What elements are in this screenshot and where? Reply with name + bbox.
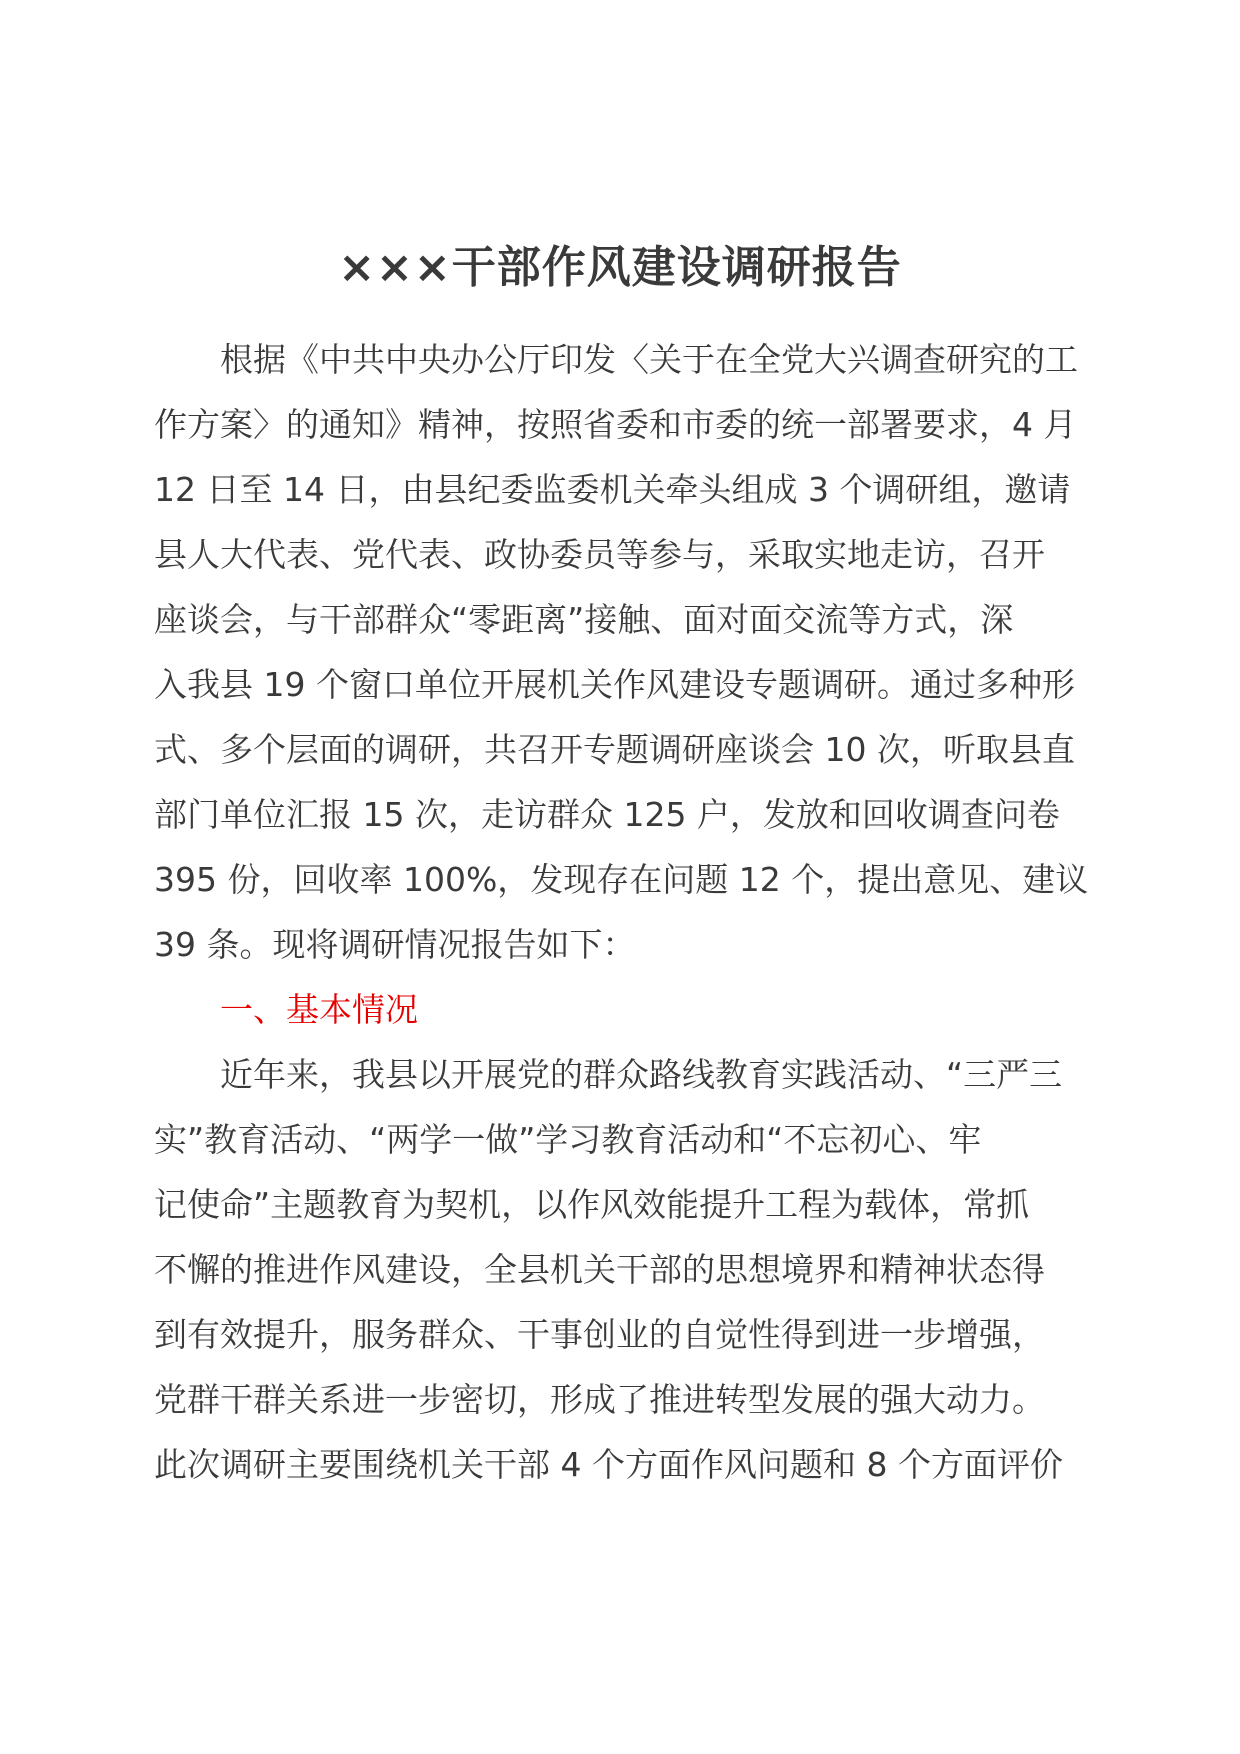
intro-line-7: 式、多个层面的调研，共召开专题调研座谈会 10 次，听取县直 (154, 730, 1075, 769)
intro-line-9: 395 份，回收率 100%，发现存在问题 12 个，提出意见、建议 (154, 860, 1089, 899)
section-heading-basic-situation: 一、基本情况 (154, 990, 418, 1029)
section1-line-7: 此次调研主要围绕机关干部 4 个方面作风问题和 8 个方面评价 (154, 1445, 1063, 1484)
section1-line-2: 实”教育活动、“两学一做”学习教育活动和“不忘初心、牢 (154, 1120, 982, 1159)
section1-line-1: 近年来，我县以开展党的群众路线教育实践活动、“三严三 (154, 1055, 1063, 1094)
intro-line-4: 县人大代表、党代表、政协委员等参与，采取实地走访，召开 (154, 535, 1045, 574)
intro-line-6: 入我县 19 个窗口单位开展机关作风建设专题调研。通过多种形 (154, 665, 1075, 704)
intro-line-10: 39 条。现将调研情况报告如下： (154, 925, 636, 964)
document-title: ×××干部作风建设调研报告 (338, 242, 902, 293)
intro-line-5: 座谈会，与干部群众“零距离”接触、面对面交流等方式，深 (154, 600, 1014, 639)
section1-line-4: 不懈的推进作风建设，全县机关干部的思想境界和精神状态得 (154, 1250, 1045, 1289)
section1-line-5: 到有效提升，服务群众、干事创业的自觉性得到进一步增强， (154, 1315, 1045, 1354)
section1-line-6: 党群干群关系进一步密切，形成了推进转型发展的强大动力。 (154, 1380, 1045, 1419)
intro-line-3: 12 日至 14 日，由县纪委监委机关牵头组成 3 个调研组，邀请 (154, 470, 1071, 509)
intro-line-8: 部门单位汇报 15 次，走访群众 125 户，发放和回收调查问卷 (154, 795, 1060, 834)
intro-line-2: 作方案〉的通知》精神，按照省委和市委的统一部署要求，4 月 (154, 405, 1077, 444)
intro-line-1: 根据《中共中央办公厅印发〈关于在全党大兴调查研究的工 (154, 340, 1078, 379)
intro-paragraph (154, 327, 1094, 1497)
section1-line-3: 记使命”主题教育为契机，以作风效能提升工程为载体，常抓 (154, 1185, 1030, 1224)
